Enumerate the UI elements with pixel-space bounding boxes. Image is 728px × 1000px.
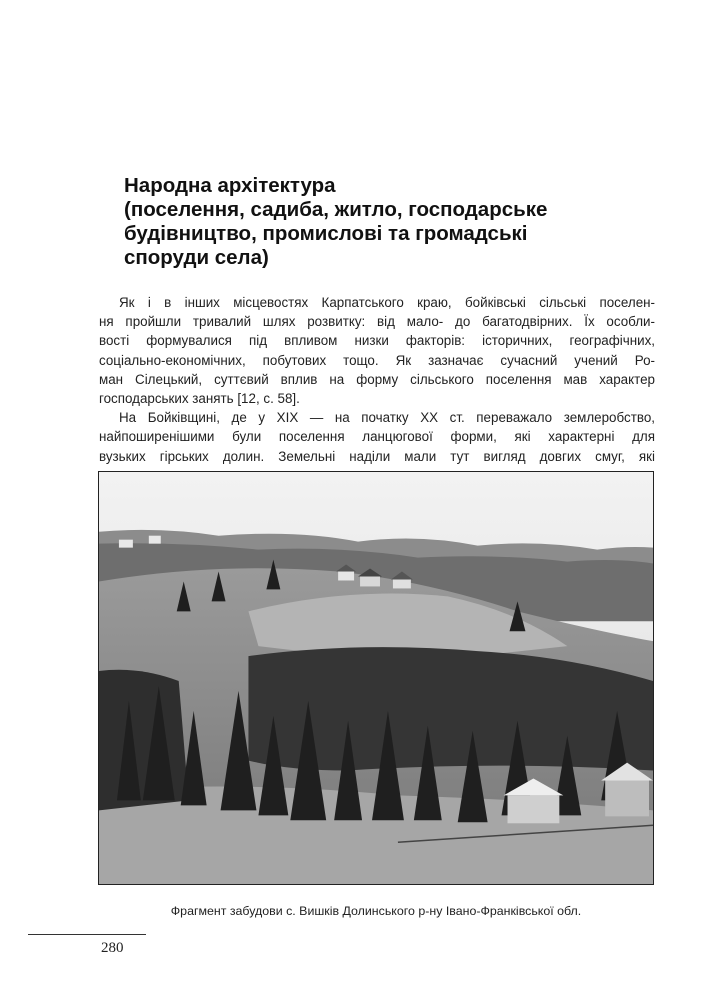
forest-left [99, 670, 189, 811]
text-line: На Бойківщині, де у XIX — на початку XX ст. переважало землеробство, [119, 410, 655, 426]
heading-line: (поселення, садиба, житло, господарське [124, 198, 548, 221]
heading-line: Народна архітектура [124, 174, 336, 197]
text-line: Як і в інших місцевостях Карпатського краю, бойківські сільські поселен- [119, 295, 655, 310]
text-line: соціально-економічних, побутових тощо. Як зазначає сучасний учений Ро- [99, 352, 655, 368]
body-text [99, 293, 655, 466]
section-heading [124, 174, 604, 270]
heading-line: споруди села) [124, 246, 269, 269]
text-line: господарських занять [12, с. 58]. [99, 391, 300, 407]
village-photo [98, 471, 654, 885]
heading-line: будівництво, промислові та громадські [124, 222, 528, 245]
text-line: найпоширенішими були поселення ланцюгової форми, які характерні для [99, 429, 655, 445]
text-line: ман Сілецький, суттєвий вплив на форму сільського поселення мав характер [99, 371, 655, 387]
figure-caption: Фрагмент забудови с. Вишків Долинського р-ну Івано-Франківської обл. [170, 904, 582, 918]
text-line: вузьких гірських долин. Земельні наділи мали тут вигляд довгих смуг, які [99, 448, 655, 464]
footer-rule [28, 934, 146, 935]
landscape-illustration [99, 472, 653, 884]
page-number: 280 [101, 940, 124, 956]
text-line: ня пройшли тривалий шлях розвитку: від мало- до багатодвірних. Їх особли- [99, 314, 655, 330]
text-line: вості формувалися під впливом низки факторів: історичних, географічних, [99, 333, 655, 349]
